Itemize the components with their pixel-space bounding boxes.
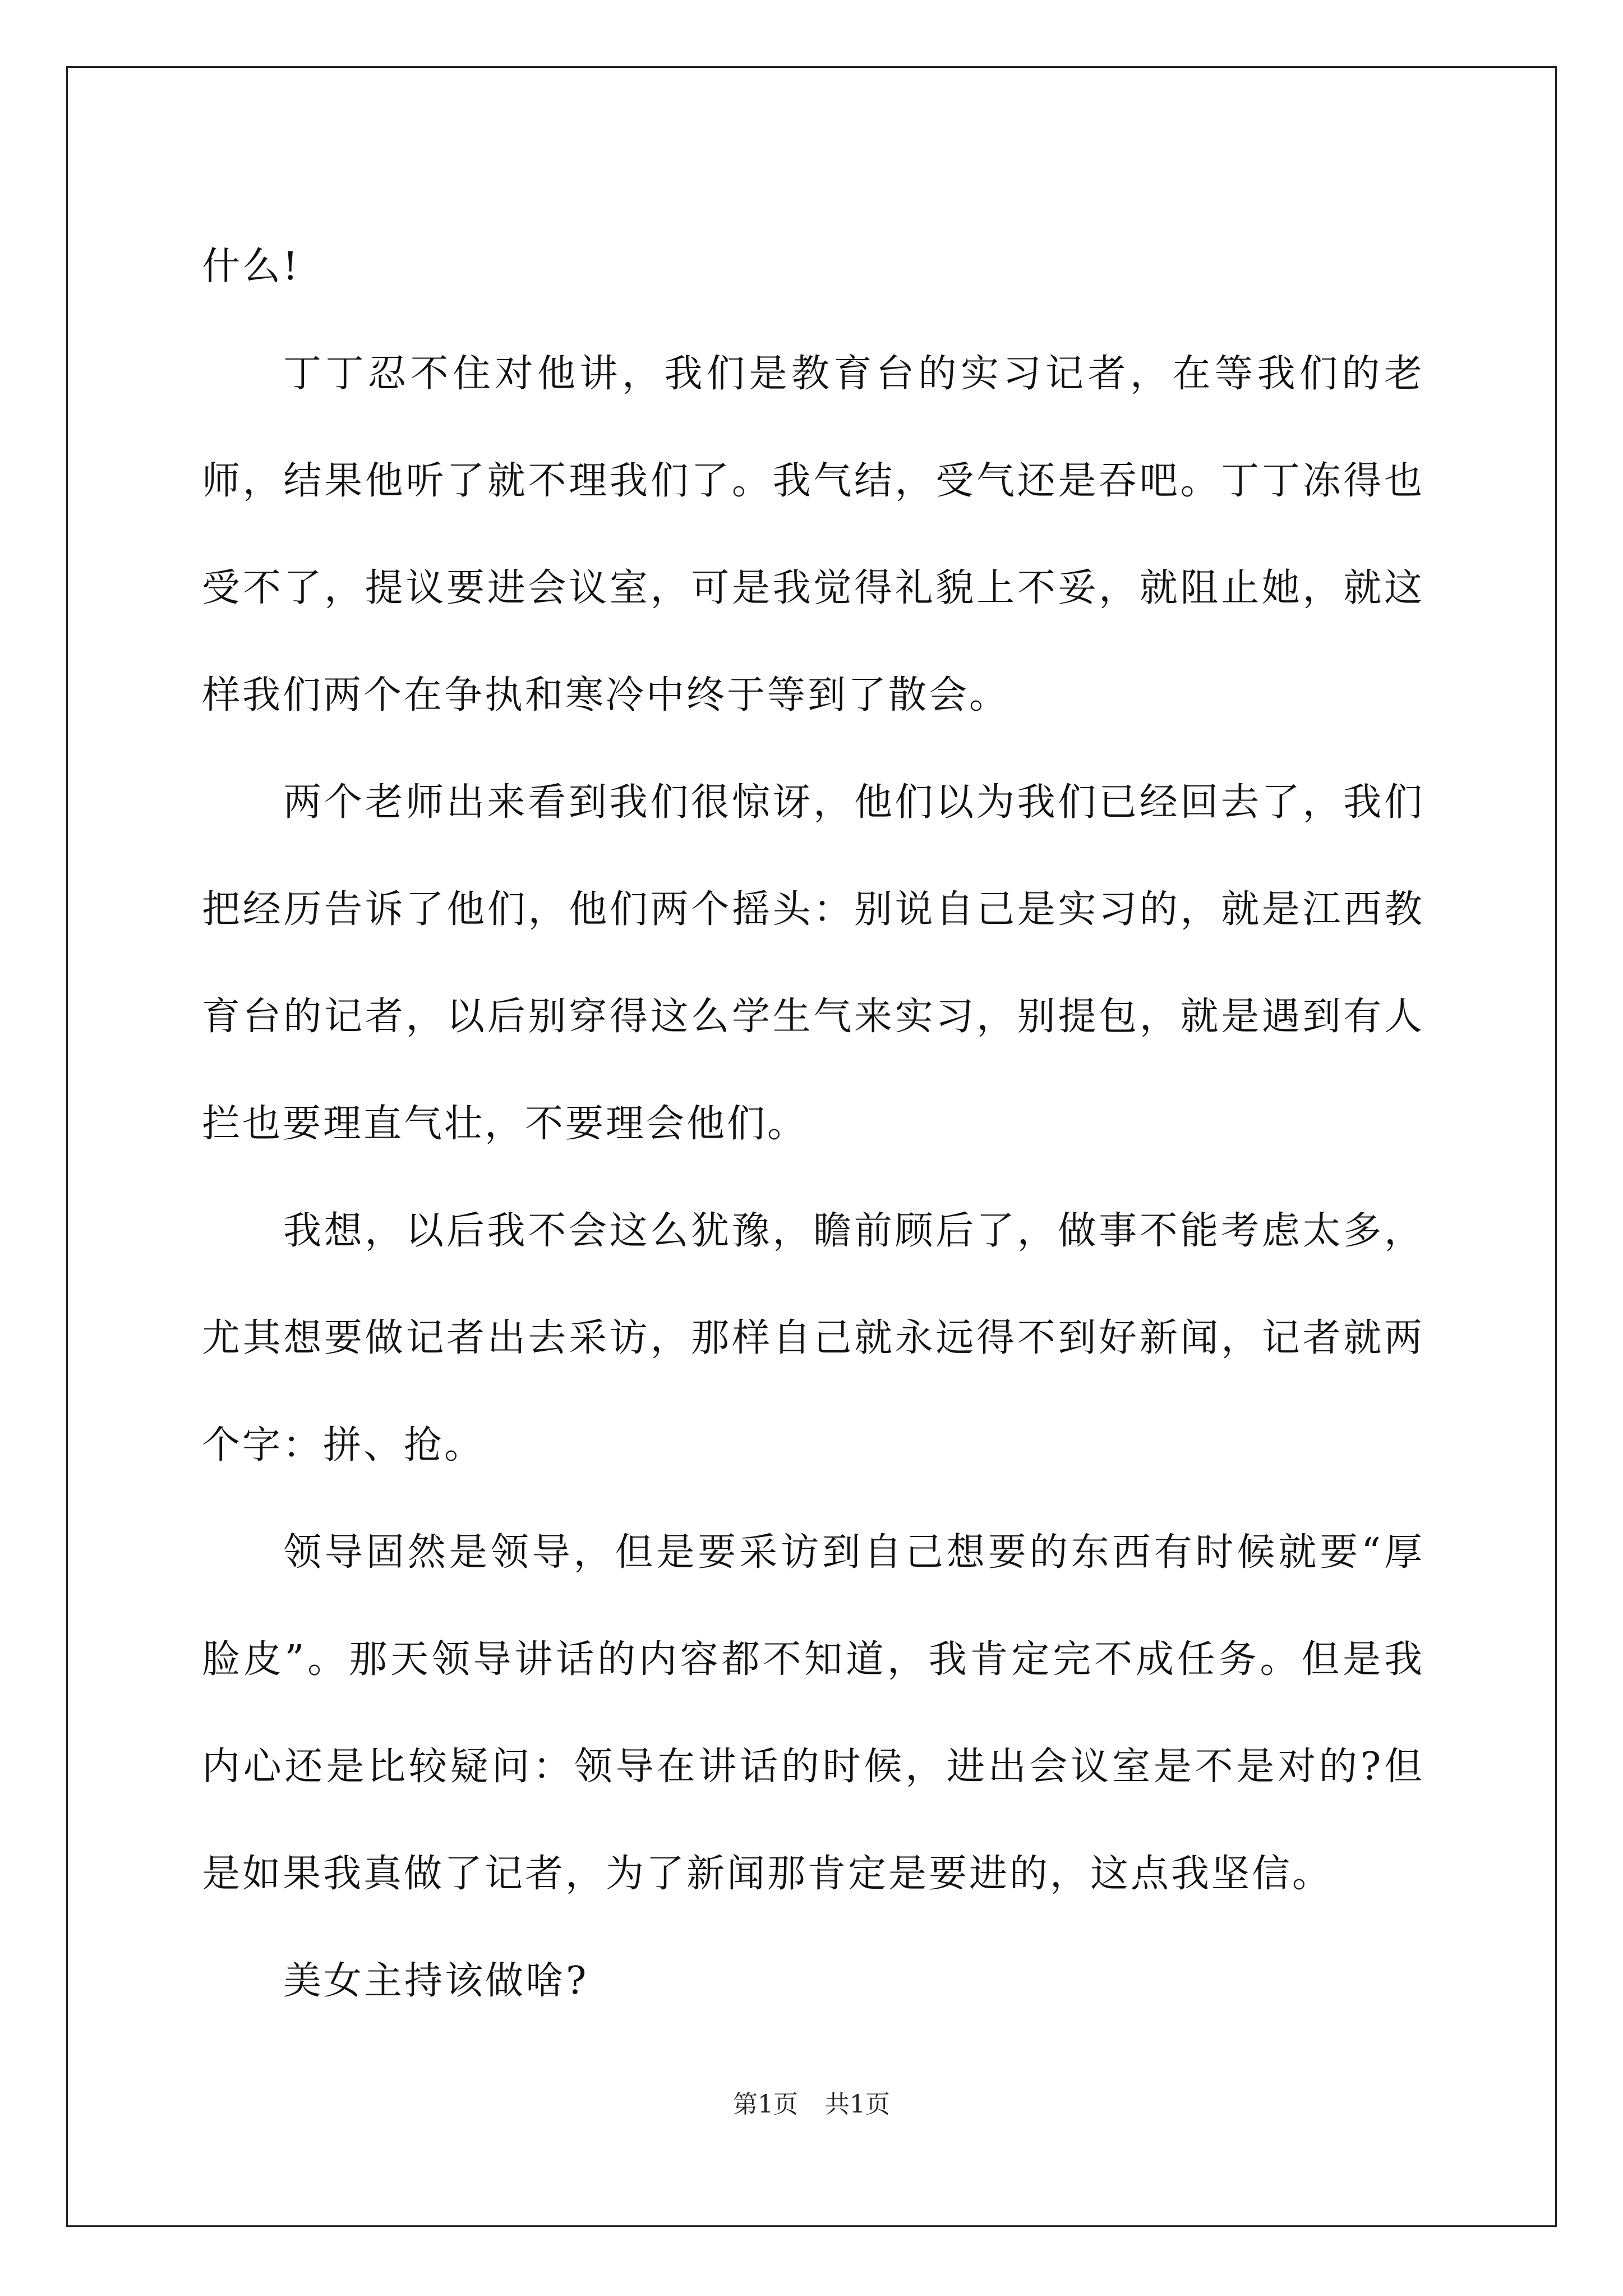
paragraph: 我想，以后我不会这么犹豫，瞻前顾后了，做事不能考虑太多，尤其想要做记者出去采访，那样自己就永远得不到好新闻，记者就两个字：拼、抢。 — [202, 1209, 1424, 1467]
page-number-total: 共1页 — [825, 2090, 890, 2119]
page-number-current: 第1页 — [733, 2090, 798, 2119]
document-body — [202, 213, 1424, 2035]
paragraph: 两个老师出来看到我们很惊讶，他们以为我们已经回去了，我们把经历告诉了他们，他们两个摇头：别说自己是实习的，就是江西教育台的记者，以后别穿得这么学生气来实习，别提包，就是遇到有人拦也要理直气壮，不要理会他们。 — [202, 780, 1424, 1146]
paragraph: 什么! — [202, 245, 301, 289]
paragraph: 丁丁忍不住对他讲，我们是教育台的实习记者，在等我们的老师，结果他听了就不理我们了。我气结，受气还是吞吧。丁丁冻得也受不了，提议要进会议室，可是我觉得礼貌上不妥，就阻止她，就这样我们两个在争执和寒冷中终于等到了散会。 — [202, 352, 1424, 717]
paragraph: 领导固然是领导，但是要采访到自己想要的东西有时候就要“厚脸皮”。那天领导讲话的内容都不知道，我肯定完不成任务。但是我内心还是比较疑问：领导在讲话的时候，进出会议室是不是对的?但是如果我真做了记者，为了新闻那肯定是要进的，这点我坚信。 — [202, 1530, 1424, 1896]
paragraph: 美女主持该做啥? — [283, 1959, 589, 2003]
page-footer — [0, 2088, 1623, 2122]
